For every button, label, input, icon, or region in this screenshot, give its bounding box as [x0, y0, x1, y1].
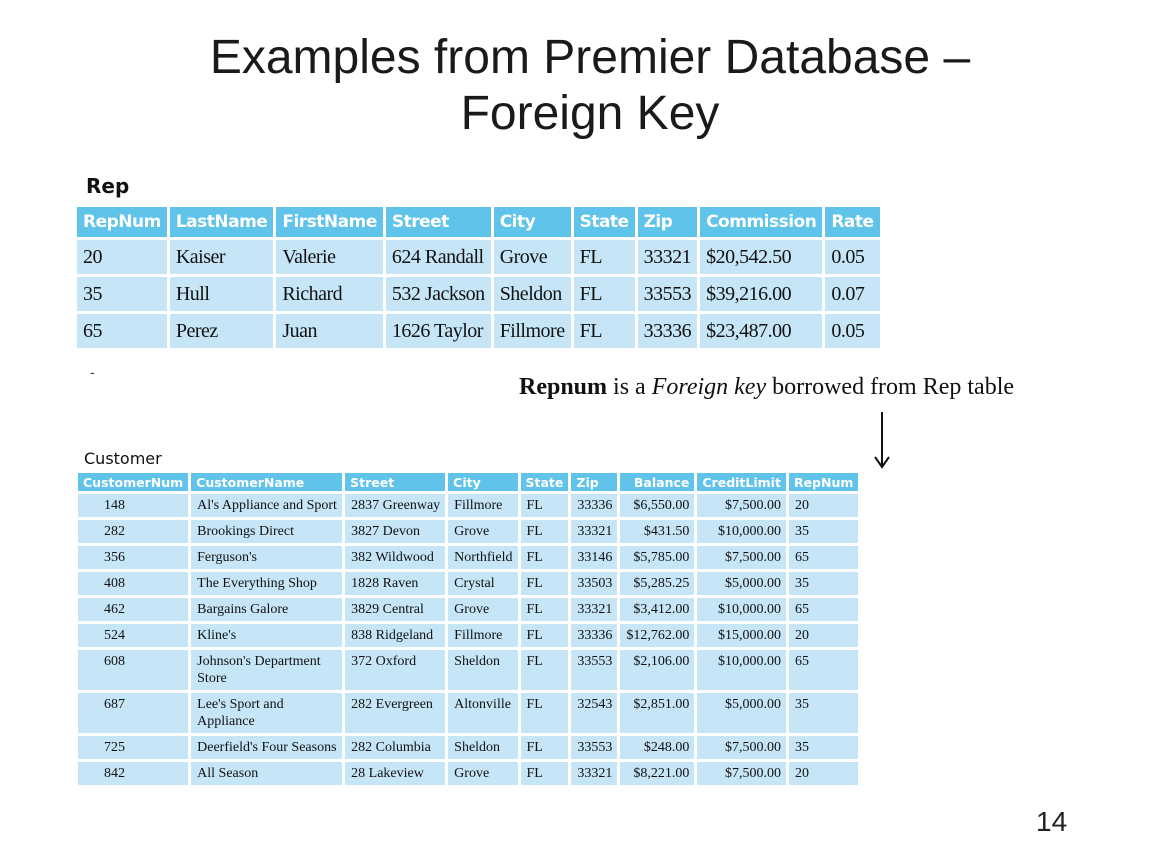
rep-table-label: Rep	[86, 174, 130, 198]
customer-cell: FL	[521, 736, 569, 759]
rep-header-cell: FirstName	[276, 207, 383, 237]
customer-cell: 65	[789, 650, 858, 690]
rep-cell: Kaiser	[170, 240, 274, 274]
customer-header-cell: Zip	[571, 473, 617, 491]
note-part2: borrowed from Rep table	[766, 374, 1015, 400]
customer-cell: $5,000.00	[697, 693, 786, 733]
customer-cell: $7,500.00	[697, 762, 786, 785]
customer-cell: FL	[521, 520, 569, 543]
customer-table-row	[78, 762, 858, 785]
rep-table-row	[77, 314, 880, 348]
rep-cell: Fillmore	[494, 314, 571, 348]
customer-cell: $248.00	[620, 736, 694, 759]
customer-cell: 842	[78, 762, 188, 785]
rep-cell: 65	[77, 314, 167, 348]
rep-cell: 0.07	[825, 277, 879, 311]
customer-cell: Fillmore	[448, 494, 517, 517]
customer-cell: 148	[78, 494, 188, 517]
customer-table-row	[78, 650, 858, 690]
customer-cell: 3829 Central	[345, 598, 445, 621]
down-arrow-icon	[872, 412, 892, 470]
rep-cell: 20	[77, 240, 167, 274]
title-line-1: Examples from Premier Database –	[209, 31, 971, 84]
customer-cell: 408	[78, 572, 188, 595]
rep-cell: $20,542.50	[700, 240, 822, 274]
customer-header-cell: State	[521, 473, 569, 491]
customer-cell: Bargains Galore	[191, 598, 342, 621]
rep-table-row	[77, 240, 880, 274]
customer-cell: $7,500.00	[697, 494, 786, 517]
customer-cell: All Season	[191, 762, 342, 785]
customer-table-label: Customer	[84, 449, 162, 468]
rep-table	[74, 204, 883, 351]
rep-cell: 0.05	[825, 314, 879, 348]
customer-cell: 838 Ridgeland	[345, 624, 445, 647]
customer-cell: Sheldon	[448, 736, 517, 759]
title-line-2: Foreign Key	[460, 87, 720, 140]
customer-cell: 33553	[571, 736, 617, 759]
rep-cell: $23,487.00	[700, 314, 822, 348]
rep-header-cell: Street	[386, 207, 491, 237]
rep-cell: 35	[77, 277, 167, 311]
rep-cell: FL	[574, 240, 635, 274]
customer-cell: Crystal	[448, 572, 517, 595]
customer-cell: 33553	[571, 650, 617, 690]
customer-cell: FL	[521, 693, 569, 733]
customer-cell: 33321	[571, 520, 617, 543]
rep-cell: Valerie	[276, 240, 383, 274]
customer-cell: 32543	[571, 693, 617, 733]
customer-cell: Grove	[448, 520, 517, 543]
customer-cell: $431.50	[620, 520, 694, 543]
customer-cell: FL	[521, 494, 569, 517]
customer-cell: $10,000.00	[697, 598, 786, 621]
customer-cell: FL	[521, 624, 569, 647]
customer-cell: 65	[789, 598, 858, 621]
customer-cell: 33321	[571, 762, 617, 785]
customer-cell: FL	[521, 598, 569, 621]
customer-cell: Sheldon	[448, 650, 517, 690]
customer-header-cell: City	[448, 473, 517, 491]
customer-cell: FL	[521, 572, 569, 595]
customer-header-cell: CustomerName	[191, 473, 342, 491]
rep-header-cell: Commission	[700, 207, 822, 237]
customer-table-row	[78, 520, 858, 543]
rep-cell: 33336	[638, 314, 698, 348]
customer-cell: $10,000.00	[697, 520, 786, 543]
customer-cell: Altonville	[448, 693, 517, 733]
customer-header-cell: RepNum	[789, 473, 858, 491]
rep-cell: Sheldon	[494, 277, 571, 311]
customer-cell: 382 Wildwood	[345, 546, 445, 569]
customer-cell: $7,500.00	[697, 546, 786, 569]
rep-cell: 33553	[638, 277, 698, 311]
customer-cell: 282 Evergreen	[345, 693, 445, 733]
customer-cell: 462	[78, 598, 188, 621]
customer-header-cell: CreditLimit	[697, 473, 786, 491]
rep-header-cell: RepNum	[77, 207, 167, 237]
customer-table-row	[78, 494, 858, 517]
rep-cell: 624 Randall	[386, 240, 491, 274]
customer-cell: Grove	[448, 598, 517, 621]
rep-cell: Grove	[494, 240, 571, 274]
customer-cell: FL	[521, 546, 569, 569]
customer-cell: $5,000.00	[697, 572, 786, 595]
rep-cell: Juan	[276, 314, 383, 348]
rep-header-cell: Zip	[638, 207, 698, 237]
customer-header-cell: CustomerNum	[78, 473, 188, 491]
customer-cell: $10,000.00	[697, 650, 786, 690]
stray-mark: -	[90, 364, 95, 380]
rep-cell: Richard	[276, 277, 383, 311]
rep-table-row	[77, 277, 880, 311]
customer-cell: 282 Columbia	[345, 736, 445, 759]
customer-cell: 20	[789, 494, 858, 517]
rep-cell: 33321	[638, 240, 698, 274]
rep-cell: 1626 Taylor	[386, 314, 491, 348]
customer-cell: 35	[789, 520, 858, 543]
customer-cell: FL	[521, 762, 569, 785]
rep-header-cell: Rate	[825, 207, 879, 237]
customer-cell: 35	[789, 693, 858, 733]
customer-cell: Ferguson's	[191, 546, 342, 569]
customer-table-row	[78, 624, 858, 647]
customer-cell: 33146	[571, 546, 617, 569]
customer-cell: 3827 Devon	[345, 520, 445, 543]
slide-title	[0, 30, 1150, 142]
customer-cell: 20	[789, 762, 858, 785]
foreign-key-note	[519, 374, 1014, 401]
rep-header-cell: LastName	[170, 207, 274, 237]
customer-cell: Grove	[448, 762, 517, 785]
customer-cell: $2,106.00	[620, 650, 694, 690]
customer-cell: 35	[789, 572, 858, 595]
customer-cell: 356	[78, 546, 188, 569]
customer-cell: 2837 Greenway	[345, 494, 445, 517]
customer-cell: The Everything Shop	[191, 572, 342, 595]
rep-cell: Hull	[170, 277, 274, 311]
customer-cell: 608	[78, 650, 188, 690]
customer-cell: 725	[78, 736, 188, 759]
customer-cell: 35	[789, 736, 858, 759]
customer-cell: 33503	[571, 572, 617, 595]
rep-cell: Perez	[170, 314, 274, 348]
rep-header-cell: State	[574, 207, 635, 237]
customer-cell: $12,762.00	[620, 624, 694, 647]
rep-header-cell: City	[494, 207, 571, 237]
customer-cell: Deerfield's Four Seasons	[191, 736, 342, 759]
customer-cell: $5,285.25	[620, 572, 694, 595]
rep-cell: FL	[574, 314, 635, 348]
customer-cell: Johnson's Department Store	[191, 650, 342, 690]
customer-cell: 20	[789, 624, 858, 647]
customer-cell: 33321	[571, 598, 617, 621]
rep-header-row	[77, 207, 880, 237]
customer-cell: $5,785.00	[620, 546, 694, 569]
customer-table-row	[78, 572, 858, 595]
customer-cell: Brookings Direct	[191, 520, 342, 543]
customer-table	[75, 470, 861, 788]
customer-header-cell: Balance	[620, 473, 694, 491]
customer-table-row	[78, 693, 858, 733]
customer-cell: Al's Appliance and Sport	[191, 494, 342, 517]
customer-cell: $6,550.00	[620, 494, 694, 517]
customer-cell: 524	[78, 624, 188, 647]
customer-cell: 1828 Raven	[345, 572, 445, 595]
page-number: 14	[1036, 806, 1068, 837]
customer-header-cell: Street	[345, 473, 445, 491]
customer-cell: 33336	[571, 624, 617, 647]
customer-cell: 687	[78, 693, 188, 733]
note-part1: is a	[607, 374, 652, 400]
customer-table-row	[78, 598, 858, 621]
customer-cell: Kline's	[191, 624, 342, 647]
customer-cell: Lee's Sport and Appliance	[191, 693, 342, 733]
customer-cell: 282	[78, 520, 188, 543]
rep-cell: FL	[574, 277, 635, 311]
rep-cell: 0.05	[825, 240, 879, 274]
customer-table-row	[78, 546, 858, 569]
customer-cell: Northfield	[448, 546, 517, 569]
customer-cell: $15,000.00	[697, 624, 786, 647]
customer-header-row	[78, 473, 858, 491]
customer-cell: $2,851.00	[620, 693, 694, 733]
customer-cell: 28 Lakeview	[345, 762, 445, 785]
customer-cell: 372 Oxford	[345, 650, 445, 690]
customer-cell: Fillmore	[448, 624, 517, 647]
customer-cell: 65	[789, 546, 858, 569]
note-italic: Foreign key	[651, 374, 767, 400]
customer-cell: FL	[521, 650, 569, 690]
customer-cell: $3,412.00	[620, 598, 694, 621]
customer-cell: $7,500.00	[697, 736, 786, 759]
rep-cell: $39,216.00	[700, 277, 822, 311]
customer-cell: $8,221.00	[620, 762, 694, 785]
customer-table-row	[78, 736, 858, 759]
note-bold: Repnum	[519, 374, 608, 400]
rep-cell: 532 Jackson	[386, 277, 491, 311]
customer-cell: 33336	[571, 494, 617, 517]
